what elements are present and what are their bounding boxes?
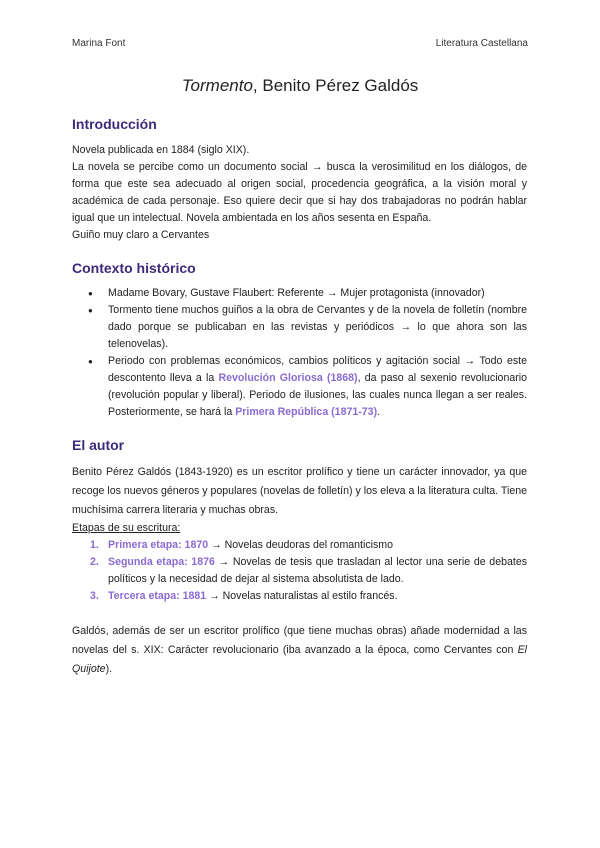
context-bullet-3	[72, 353, 527, 421]
stage-label: Segunda etapa: 1876	[108, 556, 215, 568]
stage-text: → Novelas de tesis que trasladan al lector una serie de debates políticos y la necesidad de dejar al sistema absolutista de lado.	[108, 556, 528, 585]
stage-number: 3.	[90, 590, 99, 602]
title-rest: , Benito Pérez Galdós	[252, 76, 419, 95]
context-b3-text-b: , da paso al sexenio revolucionario (revolución popular y liberal). Periodo de ilusiones, las cuales nunca llegan a ser reales. Posteriormente, se hará la	[108, 372, 527, 418]
document-body	[72, 116, 527, 679]
header-author: Marina Font	[72, 38, 126, 49]
stage-item	[72, 554, 527, 588]
context-b3-text-c: .	[377, 406, 381, 418]
primera-republica-highlight: Primera República (1871-73)	[235, 406, 378, 418]
context-b3-text-a: Periodo con problemas económicos, cambios políticos y agitación social → Todo este descontento lleva a la	[108, 355, 527, 384]
author-paragraph-1: Benito Pérez Galdós (1843-1920) es un escritor prolífico y tiene un carácter innovador, ya que recoge los nuevos géneros y populares (novelas de folletín) y los eleva a la literatura culta. Tiene muchísima carrera literaria y muchas obras.	[72, 466, 527, 516]
context-list	[72, 285, 527, 421]
author-p2-text-b: ).	[105, 663, 113, 675]
intro-heading: Introducción	[72, 116, 157, 132]
stage-text: → Novelas deudoras del romanticismo	[208, 539, 394, 551]
stage-label: Tercera etapa: 1881	[108, 590, 207, 602]
context-bullet-1: ● Madame Bovary, Gustave Flaubert: Referente → Mujer protagonista (innovador)	[72, 285, 527, 302]
intro-line3: Guiño muy claro a Cervantes	[72, 229, 210, 241]
intro-line1: Novela publicada en 1884 (siglo XIX).	[72, 144, 250, 156]
stage-item	[72, 588, 527, 605]
author-paragraph-2	[72, 622, 527, 679]
page-title	[0, 76, 600, 96]
stage-number: 2.	[90, 556, 99, 568]
el-quijote-title: El Quijote	[72, 644, 527, 675]
author-heading: El autor	[72, 437, 125, 453]
stages-label: Etapas de su escritura:	[72, 522, 181, 534]
revolucion-gloriosa-highlight: Revolución Gloriosa (1868)	[218, 372, 358, 384]
context-heading: Contexto histórico	[72, 260, 196, 276]
stage-text: → Novelas naturalistas al estilo francés.	[206, 590, 398, 602]
stage-number: 1.	[90, 539, 99, 551]
context-bullet-2: ● Tormento tiene muchos guiños a la obra de Cervantes y de la novela de folletín (nombre dado porque se publicaban en las revistas y periódicos → lo que ahora son las telenovelas).	[72, 302, 527, 353]
author-p2-text-a: Galdós, además de ser un escritor prolífico (que tiene muchas obras) añade modernidad a las novelas del s. XIX: Carácter revolucionario (iba avanzado a la época, como Cervantes con	[72, 625, 527, 656]
intro-paragraph: La novela se percibe como un documento social → busca la verosimilitud en los diálogos, de forma que este sea adecuado al origen social, procedencia geográfica, a la visión moral y académica de cada personaje. Eso quiere decir que si hay dos trabajadoras no podrán hablar igual que un intelectual. Novela ambientada en los años sesenta en España.	[72, 161, 527, 224]
stages-list	[72, 537, 527, 605]
header-subject: Literatura Castellana	[435, 38, 528, 49]
title-work: Tormento	[181, 76, 253, 95]
stage-label: Primera etapa: 1870	[108, 539, 209, 551]
stage-item	[72, 537, 527, 554]
